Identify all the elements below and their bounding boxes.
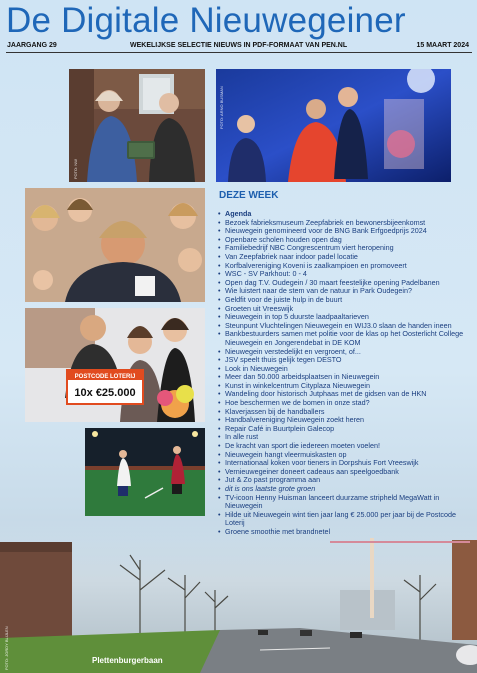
article-link[interactable]: • Kunst in winkelcentrum Cityplaza Nieuwegein xyxy=(217,382,469,391)
article-link[interactable]: • Wie luistert naar de stem van de natuur in Park Oudegein? xyxy=(217,287,469,296)
article-link[interactable]: • Korfbalvereniging Koveni is zaalkampioen en promoveert xyxy=(217,262,469,271)
article-link[interactable]: • Hoe beschermen we de bomen in onze stad? xyxy=(217,399,469,408)
article-link[interactable]: • Geldfit voor de juiste hulp in de buurt xyxy=(217,296,469,305)
article-link[interactable]: • Jut & Zo past programma aan xyxy=(217,476,469,485)
article-link[interactable]: • Wandeling door historisch Jutphaas met de gidsen van de HKN xyxy=(217,390,469,399)
section-heading: DEZE WEEK xyxy=(219,190,279,201)
photo-award-handshake xyxy=(69,69,205,182)
lottery-brand: POSTCODE LOTERIJ xyxy=(74,374,136,380)
article-link[interactable]: • WSC - SV Parkhout: 0 - 4 xyxy=(217,270,469,279)
article-list xyxy=(217,210,469,537)
article-link[interactable]: • Handbalvereniging Nieuwegein zoekt heren xyxy=(217,416,469,425)
article-link[interactable]: • Look in Nieuwegein xyxy=(217,365,469,374)
photo-hockey-match xyxy=(85,428,205,516)
issue-date: 15 MAART 2024 xyxy=(416,42,469,49)
article-link[interactable]: • Meer dan 50.000 arbeidsplaatsen in Nieuwegein xyxy=(217,373,469,382)
article-link[interactable]: • Familiebedrijf NBC Congrescentrum viert heropening xyxy=(217,244,469,253)
article-link[interactable]: • Groene smoothie met brandnetel xyxy=(217,528,469,537)
article-link[interactable]: • Nieuwegein hangt vleermuiskasten op xyxy=(217,451,469,460)
tagline: WEKELIJKSE SELECTIE NIEUWS IN PDF-FORMAAT VAN PEN.NL xyxy=(130,42,348,49)
photo-lottery-winner xyxy=(25,308,205,422)
article-link[interactable]: • JSV speelt thuis gelijk tegen DESTO xyxy=(217,356,469,365)
photo-caption: Plettenburgerbaan xyxy=(92,656,163,665)
article-link[interactable]: • Nieuwegein verstedelijkt en vergroent, of... xyxy=(217,348,469,357)
article-link[interactable]: • Bankbestuurders samen met politie voor de klas op het Oosterlicht College Nieuwegein en Jongerendebat in DE KOM xyxy=(217,330,469,347)
article-link[interactable]: • In alle rust xyxy=(217,433,469,442)
masthead-rule xyxy=(6,52,472,53)
photo-credit-1: FOTO: NW xyxy=(73,159,78,179)
article-link[interactable]: • Agenda xyxy=(217,210,469,219)
article-link[interactable]: • Bezoek fabrieksmuseum Zeepfabriek en bewonersbijeenkomst xyxy=(217,219,469,228)
article-link[interactable]: • Repair Café in Buurtplein Galecop xyxy=(217,425,469,434)
article-link[interactable]: • Nieuwegein in top 5 duurste laadpaaltarieven xyxy=(217,313,469,322)
photo-credit-3: FOTO: JORDY BLIJLEN xyxy=(4,626,9,670)
photo-street-scene xyxy=(0,520,477,673)
volume-label: JAARGANG 29 xyxy=(7,42,57,49)
article-link[interactable]: • Hilde uit Nieuwegein wint tien jaar lang € 25.000 per jaar bij de Postcode Loterij xyxy=(217,511,469,528)
article-link[interactable]: • Nieuwegein genomineerd voor de BNG Bank Erfgoedprijs 2024 xyxy=(217,227,469,236)
article-link[interactable]: • Groeten uit Vreeswijk xyxy=(217,305,469,314)
article-link[interactable]: • dit is ons laatste grote groen xyxy=(217,485,469,494)
article-link[interactable]: • Openbare scholen houden open dag xyxy=(217,236,469,245)
photo-stage-performance xyxy=(216,69,451,182)
article-link[interactable]: • TV-icoon Henny Huisman lanceert duurzame stripheld MegaWatt in Nieuwegein xyxy=(217,494,469,511)
masthead-title: De Digitale Nieuwegeiner xyxy=(6,1,406,40)
photo-credit-2: FOTO: ARNO BUSMAN xyxy=(219,86,224,129)
article-link[interactable]: • Internationaal koken voor tieners in Dorpshuis Fort Vreeswijk xyxy=(217,459,469,468)
lottery-prize: 10x €25.000 xyxy=(74,387,136,399)
photo-man-with-children xyxy=(25,188,205,302)
article-link[interactable]: • De kracht van sport die iedereen moeten voelen! xyxy=(217,442,469,451)
article-link[interactable]: • Klaverjassen bij de handballers xyxy=(217,408,469,417)
article-link[interactable]: • Vernieuwegeiner doneert cadeaus aan speelgoedbank xyxy=(217,468,469,477)
article-link[interactable]: • Open dag T.V. Oudegein / 30 maart feestelijke opening Padelbanen xyxy=(217,279,469,288)
article-link[interactable]: • Van Zeepfabriek naar indoor padel locatie xyxy=(217,253,469,262)
article-link[interactable]: • Steunpunt Vluchtelingen Nieuwegein en WIJ3.0 slaan de handen ineen xyxy=(217,322,469,331)
